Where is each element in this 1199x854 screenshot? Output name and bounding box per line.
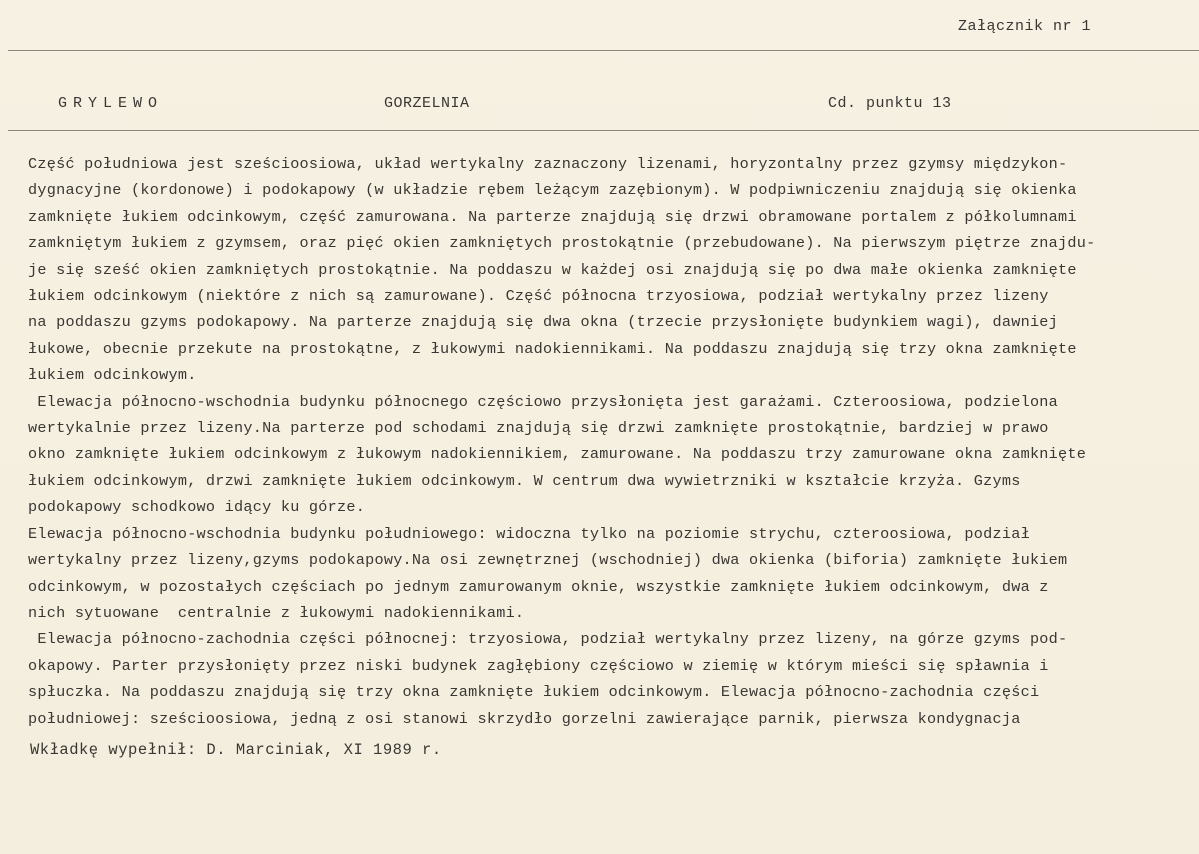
filled-by-signature: Wkładkę wypełnił: D. Marciniak, XI 1989 r. bbox=[30, 741, 442, 759]
text-line: wertykalny przez lizeny,gzyms podokapowy.Na osi zewnętrznej (wschodniej) dwa okienka (biforia) zamknięte łukiem bbox=[28, 551, 1068, 570]
text-line: Elewacja północno-wschodnia budynku północnego częściowo przysłonięta jest garażami. Czteroosiowa, podzielona bbox=[28, 392, 1059, 411]
text-line: zamknięte łukiem odcinkowym, część zamurowana. Na parterze znajdują się drzwi obramowane portalem z półkolumnami bbox=[28, 207, 1077, 226]
text-line: okno zamknięte łukiem odcinkowym z łukowym nadokiennikiem, zamurowane. Na poddaszu trzy zamurowane okna zamknięte bbox=[28, 445, 1087, 464]
text-line: okapowy. Parter przysłonięty przez niski budynek zagłębiony częściowo w ziemię w którym mieści się spławnia i bbox=[28, 656, 1049, 675]
text-line: nich sytuowane centralnie z łukowymi nadokiennikami. bbox=[28, 603, 525, 622]
text-line: łukiem odcinkowym. bbox=[28, 366, 197, 385]
text-line: Elewacja północno-zachodnia części północnej: trzyosiowa, podział wertykalny przez lizeny, na górze gzyms pod- bbox=[28, 630, 1068, 649]
text-line: podokapowy schodkowo idący ku górze. bbox=[28, 498, 366, 517]
text-line: dygnacyjne (kordonowe) i podokapowy (w układzie rębem leżącym zazębionym). W podpiwniczeniu znajdują się okienka bbox=[28, 181, 1077, 200]
description-text bbox=[28, 151, 1193, 732]
header-rule bbox=[8, 130, 1199, 131]
text-line: na poddaszu gzyms podokapowy. Na parterze znajdują się dwa okna (trzecie przysłonięte budynkiem wagi), dawniej bbox=[28, 313, 1059, 332]
text-line: wertykalnie przez lizeny.Na parterze pod schodami znajdują się drzwi zamknięte prostokątnie, bardziej w prawo bbox=[28, 419, 1049, 438]
text-line: południowej: sześcioosiowa, jedną z osi stanowi skrzydło gorzelni zawierające parnik, pierwsza kondygnacja bbox=[28, 709, 1021, 728]
text-line: spłuczka. Na poddaszu znajdują się trzy okna zamknięte łukiem odcinkowym. Elewacja północno-zachodnia części bbox=[28, 683, 1040, 702]
text-line: Elewacja północno-wschodnia budynku południowego: widoczna tylko na poziomie strychu, czteroosiowa, podział bbox=[28, 524, 1030, 543]
attachment-label: Załącznik nr 1 bbox=[958, 18, 1092, 35]
text-line: Część południowa jest sześcioosiowa, układ wertykalny zaznaczony lizenami, horyzontalny przez gzymsy międzykon- bbox=[28, 155, 1068, 173]
place-name: GRYLEWO bbox=[58, 95, 164, 112]
text-line: odcinkowym, w pozostałych częściach po jednym zamurowanym oknie, wszystkie zamknięte łukiem odcinkowym, dwa z bbox=[28, 577, 1049, 596]
text-line: je się sześć okien zamkniętych prostokątnie. Na poddaszu w każdej osi znajdują się po dwa małe okienka zamknięte bbox=[28, 260, 1077, 279]
section-reference: Cd. punktu 13 bbox=[828, 95, 952, 112]
text-line: łukiem odcinkowym (niektóre z nich są zamurowane). Część północna trzyosiowa, podział wertykalny przez lizeny bbox=[28, 287, 1049, 306]
text-line: zamkniętym łukiem z gzymsem, oraz pięć okien zamkniętych prostokątnie (przebudowane). Na pierwszym piętrze znajdu- bbox=[28, 234, 1096, 253]
object-name: GORZELNIA bbox=[384, 95, 470, 112]
text-line: łukiem odcinkowym, drzwi zamknięte łukiem odcinkowym. W centrum dwa wywietrzniki w kształcie krzyża. Gzyms bbox=[28, 471, 1021, 490]
top-rule bbox=[8, 50, 1199, 51]
text-line: łukowe, obecnie przekute na prostokątne, z łukowymi nadokiennikami. Na poddaszu znajdują się trzy okna zamknięte bbox=[28, 339, 1077, 358]
